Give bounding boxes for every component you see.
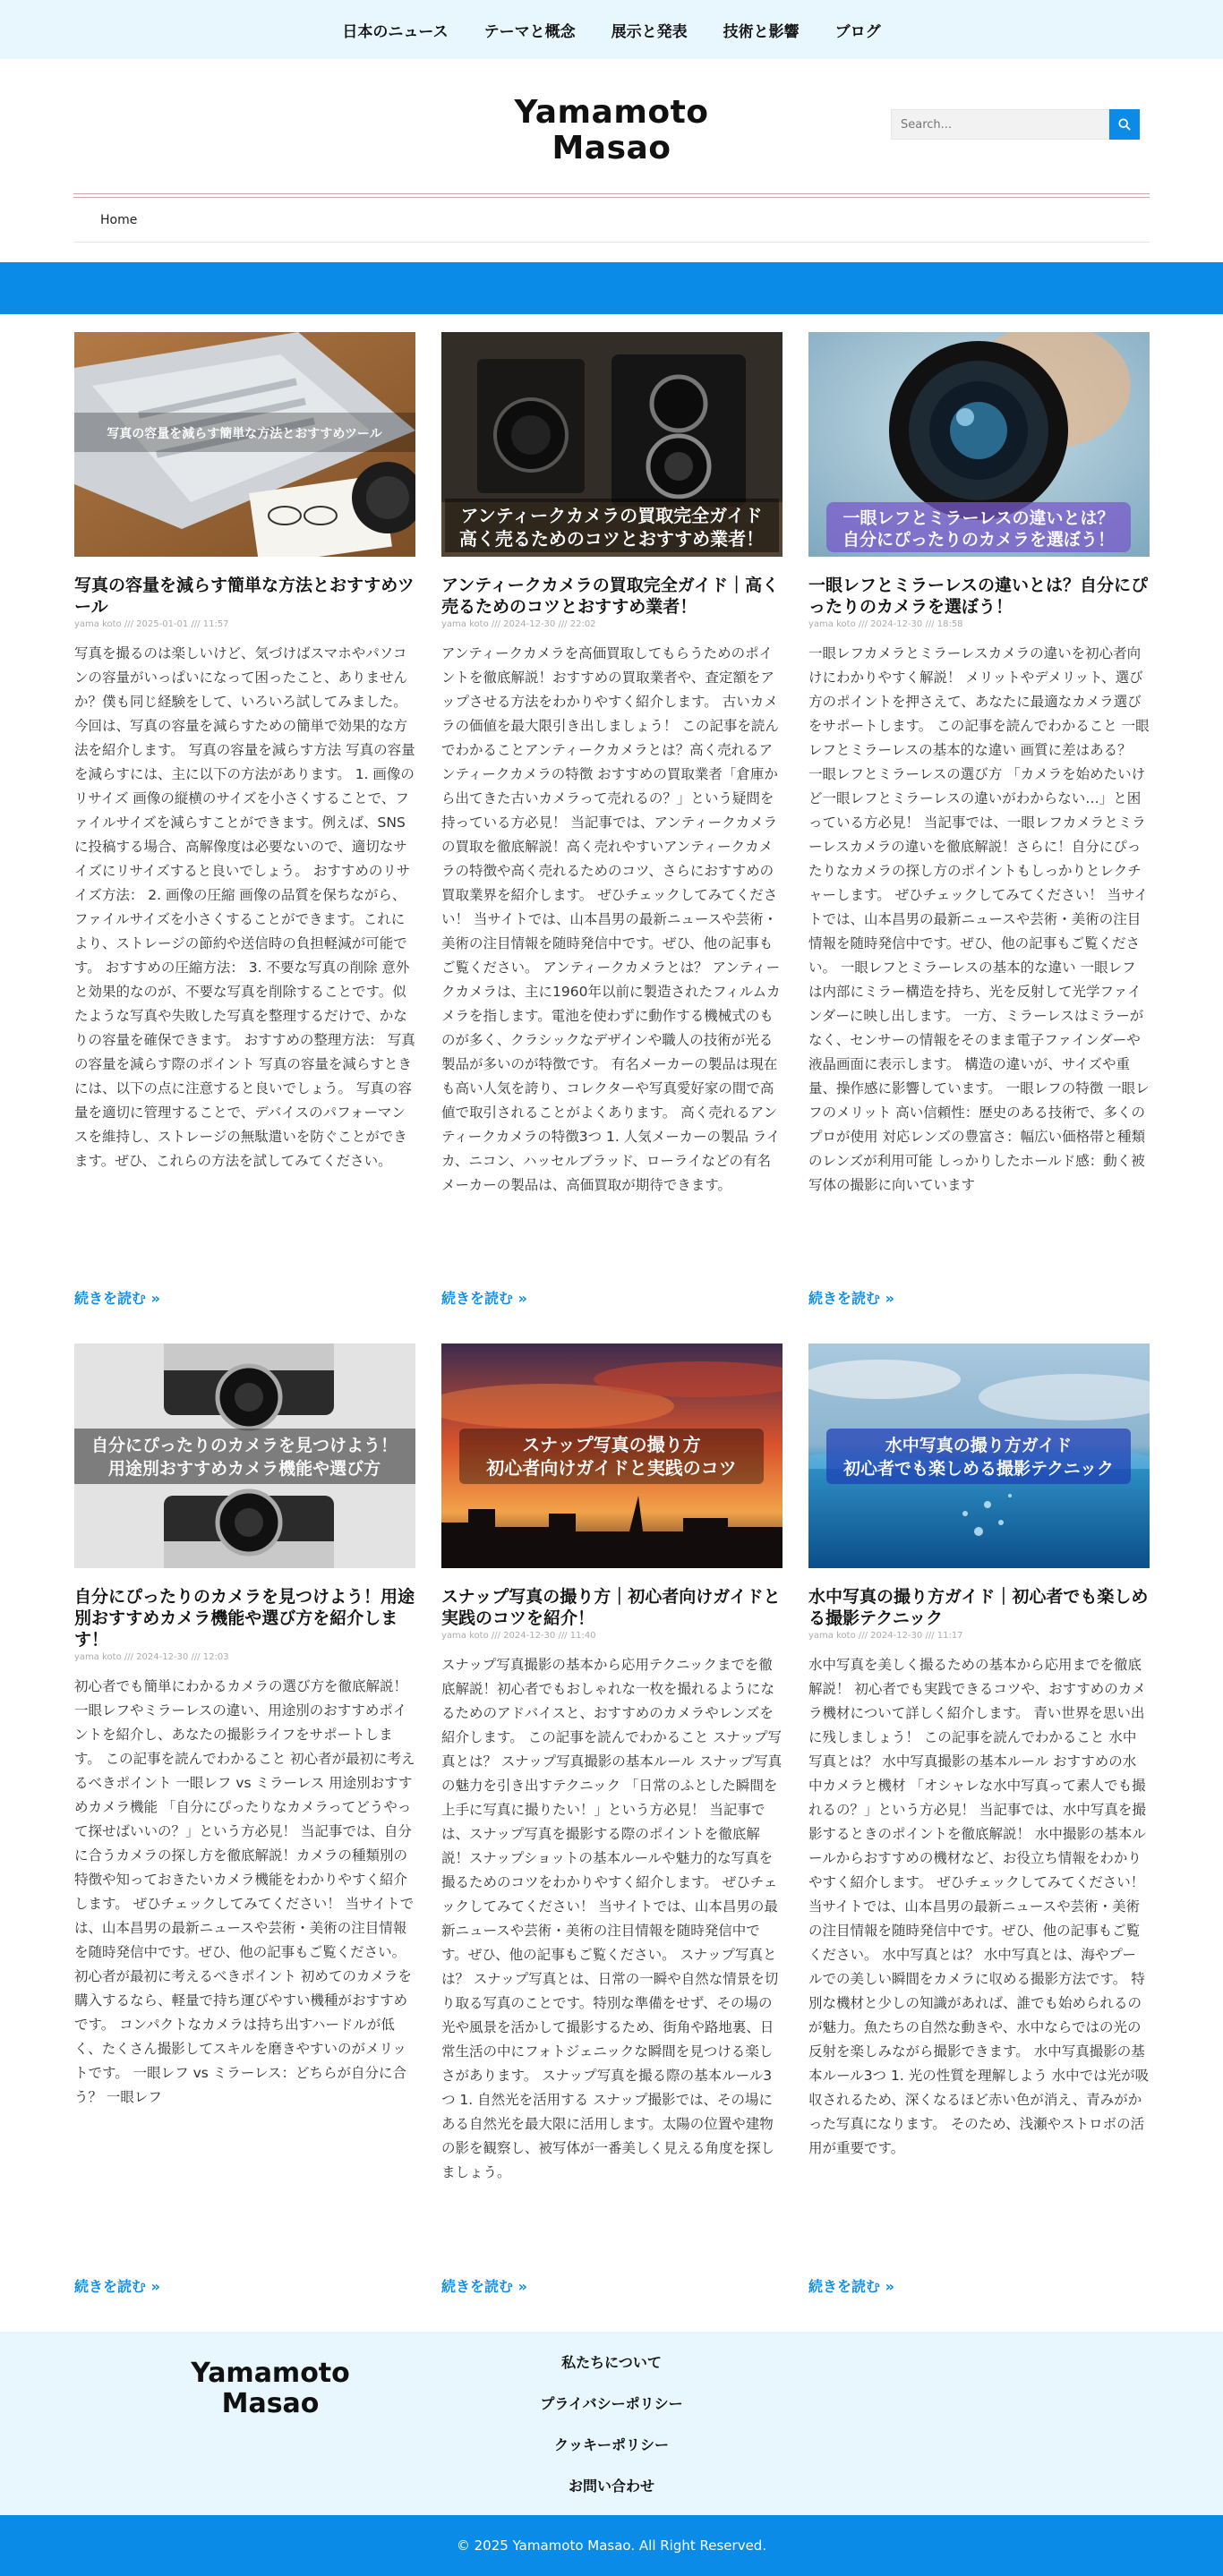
post-title-link[interactable]: 写真の容量を減らす簡単な方法とおすすめツール: [74, 576, 415, 617]
post-thumbnail[interactable]: [441, 332, 783, 557]
nav-item-japan-news[interactable]: 日本のニュース: [342, 22, 449, 41]
post-title[interactable]: [441, 1586, 783, 1629]
post-grid-row-2: [74, 1343, 1149, 2296]
svg-text:水中写真の撮り方ガイド: 水中写真の撮り方ガイド: [885, 1436, 1073, 1455]
svg-text:初心者でも楽しめる撮影テクニック: 初心者でも楽しめる撮影テクニック: [842, 1459, 1115, 1479]
search-icon: [1118, 118, 1131, 131]
post-meta: yama koto /// 2024-12-30 /// 22:02: [441, 619, 596, 629]
footer-link-about[interactable]: 私たちについて: [561, 2354, 662, 2371]
nav-item-themes[interactable]: テーマと概念: [483, 22, 576, 41]
post-grid-row-1: [74, 332, 1149, 1308]
lens-photo-image: [808, 332, 1150, 557]
svg-text:一眼レフとミラーレスの違いとは？: 一眼レフとミラーレスの違いとは？: [842, 508, 1115, 528]
post-card: [74, 332, 415, 1308]
post-thumbnail[interactable]: [808, 332, 1150, 557]
read-more-link[interactable]: 続きを読む »: [74, 1290, 160, 1307]
read-more-link[interactable]: 続きを読む »: [74, 2278, 160, 2295]
breadcrumb-home[interactable]: Home: [100, 212, 138, 227]
copyright-text: © 2025 Yamamoto Masao. All Right Reserved.: [456, 2538, 767, 2554]
nav-item-blog[interactable]: ブログ: [834, 22, 881, 41]
svg-text:自分にぴったりのカメラを選ぼう！: 自分にぴったりのカメラを選ぼう！: [842, 530, 1116, 550]
rangefinder-camera-image: [74, 1343, 415, 1568]
laptop-photo-image: [74, 332, 415, 557]
post-title[interactable]: [808, 1586, 1150, 1629]
post-excerpt: アンティークカメラを高価買取してもらうためのポイントを徹底解説！おすすめの買取業者や、査定額をアップさせる方法をわかりやすく紹介します。 古いカメラの価値を最大限引き出しましょう！ この記事を読んでわかることアンティークカメラとは？高く売れるアンティークカメラの特徴 おすすめの買取業者「倉庫から出てきた古いカメラって売れるの？」という疑問を持っている方必見！ 当記事では、アンティークカメラの買取を徹底解説！高く売れやすいアンティークカメラの特徴や高く売れるためのコツ、さらにおすすめの買取業界を紹介します。 ぜひチェックしてみてください！ 当サイトでは、山本昌男の最新ニュースや芸術・美術の注目情報を随時発信中です。ぜひ、他の記事もご覧ください。 アンティークカメラとは？ アンティークカメラは、主に1960年以前に製造されたフィルムカメラを指します。電池を使わずに動作する機械式のものが多く、クラシックなデザインや職人の技術が光る製品が多いのが特徴です。 有名メーカーの製品は現在も高い人気を誇り、コレクターや写真愛好家の間で高値で取引されることがよくあります。 高く売れるアンティークカメラの特徴3つ 1. 人気メーカーの製品 ライカ、ニコン、ハッセルブラッド、ローライなどの有名メーカーの製品は、高価買取が期待できます。: [441, 645, 781, 1193]
post-thumbnail[interactable]: [74, 1343, 415, 1568]
post-excerpt: スナップ写真撮影の基本から応用テクニックまでを徹底解説！初心者でもおしゃれな一枚を撮れるようになるためのアドバイスと、おすすめのカメラやレンズを紹介します。 この記事を読んでわかること スナップ写真とは？ スナップ写真撮影の基本ルール スナップ写真の魅力を引き出すテクニック 「日常のふとした瞬間を上手に写真に撮りたい！」という方必見！ 当記事では、スナップ写真を撮影する際のポイントを徹底解説！スナップショットの基本ルールや魅力的な写真を撮るためのコツをわかりやすく紹介します。 ぜひチェックしてみてください！ 当サイトでは、山本昌男の最新ニュースや芸術・美術の注目情報を随時発信中です。ぜひ、他の記事もご覧ください。 スナップ写真とは？ スナップ写真とは、日常の一瞬や自然な情景を切り取る写真のことです。特別な準備をせず、その場の光や風景を活かして撮影するため、街角や路地裏、日常生活の中にフォトジェニックな瞬間を見つける楽しさがあります。 スナップ写真を撮る際の基本ルール3つ 1. 自然光を活用する スナップ撮影では、その場にある自然光を最大限に活用します。太陽の位置や建物の影を観察し、被写体が一番美しく見える角度を探しましょう。: [441, 1657, 783, 2180]
post-title[interactable]: [74, 575, 415, 618]
svg-text:自分にぴったりのカメラを見つけよう！: 自分にぴったりのカメラを見つけよう！: [90, 1436, 398, 1455]
underwater-image: [808, 1343, 1150, 1568]
top-nav: [0, 0, 1223, 59]
svg-text:アンティークカメラの買取完全ガイド: アンティークカメラの買取完全ガイド: [460, 505, 763, 526]
post-title-link[interactable]: 自分にぴったりのカメラを見つけよう！用途別おすすめカメラ機能や選び方を紹介します！: [74, 1587, 415, 1650]
site-footer: [0, 2332, 1223, 2515]
post-meta: yama koto /// 2024-12-30 /// 11:17: [808, 1631, 963, 1641]
post-title-link[interactable]: スナップ写真の撮り方｜初心者向けガイドと実践のコツを紹介！: [441, 1587, 781, 1628]
read-more-link[interactable]: 続きを読む »: [808, 1290, 894, 1307]
nav-item-exhibitions[interactable]: 展示と発表: [611, 22, 688, 41]
search-button[interactable]: [1109, 109, 1140, 140]
post-thumbnail[interactable]: [74, 332, 415, 557]
svg-text:スナップ写真の撮り方: スナップ写真の撮り方: [522, 1434, 701, 1455]
copyright-bar: [0, 2515, 1223, 2576]
post-card: [441, 1343, 783, 2296]
post-card: [808, 332, 1150, 1308]
post-card: [74, 1343, 415, 2296]
post-title[interactable]: [808, 575, 1150, 618]
site-logo-line2: Masao: [552, 130, 671, 166]
post-meta: yama koto /// 2024-12-30 /// 11:40: [441, 1631, 596, 1641]
read-more-link[interactable]: 続きを読む »: [808, 2278, 894, 2295]
post-title[interactable]: [441, 575, 783, 618]
post-meta: yama koto /// 2024-12-30 /// 12:03: [74, 1652, 229, 1662]
post-meta: yama koto /// 2025-01-01 /// 11:57: [74, 619, 229, 629]
post-excerpt: 一眼レフカメラとミラーレスカメラの違いを初心者向けにわかりやすく解説！ メリットやデメリット、選び方のポイントを押さえて、あなたに最適なカメラ選びをサポートします。 この記事を読んでわかること 一眼レフとミラーレスの基本的な違い 画質に差はある？ 一眼レフとミラーレスの選び方 「カメラを始めたいけど一眼レフとミラーレスの違いがわからない…」と困っている方必見！ 当記事では、一眼レフカメラとミラーレスカメラの違いを徹底解説！さらに！自分にぴったりなカメラの探し方のポイントもしっかりとレクチャーします。 ぜひチェックしてみてください！ 当サイトでは、山本昌男の最新ニュースや芸術・美術の注目情報を随時発信中です。ぜひ、他の記事もご覧ください。 一眼レフとミラーレスの基本的な違い 一眼レフは内部にミラー構造を持ち、光を反射して光学ファインダーに映し出します。 一方、ミラーレスはミラーがなく、センサーの情報をそのまま電子ファインダーや液晶画面に表示します。 構造の違いが、サイズや重量、操作感に影響しています。 一眼レフの特徴 一眼レフのメリット 高い信頼性：歴史のある技術で、多くのプロが使用 対応レンズの豊富さ：幅広い価格帯と種類のレンズが利用可能 しっかりしたホールド感：動く被写体の撮影に向いています: [808, 645, 1150, 1193]
post-title-link[interactable]: 一眼レフとミラーレスの違いとは？自分にぴったりのカメラを選ぼう！: [808, 576, 1149, 617]
accent-band: [0, 262, 1223, 314]
nav-item-technology[interactable]: 技術と影響: [723, 22, 800, 41]
post-thumbnail[interactable]: [441, 1343, 783, 1568]
search-form: [891, 109, 1140, 140]
site-logo-line1: Yamamoto: [514, 94, 709, 131]
antique-camera-image: [441, 332, 783, 557]
svg-text:高く売るためのコツとおすすめ業者！: 高く売るためのコツとおすすめ業者！: [458, 528, 765, 550]
post-title-link[interactable]: アンティークカメラの買取完全ガイド｜高く売るためのコツとおすすめ業者！: [441, 576, 780, 617]
site-header: [0, 59, 1223, 193]
footer-link-cookie[interactable]: クッキーポリシー: [553, 2436, 670, 2453]
post-thumbnail[interactable]: [808, 1343, 1150, 1568]
post-image-caption: 写真の容量を減らす簡単な方法とおすすめツール: [107, 427, 382, 441]
breadcrumb: [73, 198, 1150, 243]
footer-link-privacy[interactable]: プライバシーポリシー: [540, 2395, 683, 2412]
sunset-city-image: [441, 1343, 783, 1568]
read-more-link[interactable]: 続きを読む »: [441, 1290, 527, 1307]
search-input[interactable]: [891, 109, 1109, 140]
post-title-link[interactable]: 水中写真の撮り方ガイド｜初心者でも楽しめる撮影テクニック: [808, 1587, 1149, 1628]
post-title[interactable]: [74, 1586, 415, 1651]
post-meta: yama koto /// 2024-12-30 /// 18:58: [808, 619, 963, 629]
post-excerpt: 初心者でも簡単にわかるカメラの選び方を徹底解説！一眼レフやミラーレスの違い、用途別のおすすめポイントを紹介し、あなたの撮影ライフをサポートします。 この記事を読んでわかること 初心者が最初に考えるべきポイント 一眼レフ vs ミラーレス 用途別おすすめカメラ機能 「自分にぴったりなカメラってどうやって探せばいいの？」という方必見！ 当記事では、自分に合うカメラの探し方を徹底解説！カメラの種類別の特徴や知っておきたいカメラ機能をわかりやすく紹介します。 ぜひチェックしてみてください！ 当サイトでは、山本昌男の最新ニュースや芸術・美術の注目情報を随時発信中です。ぜひ、他の記事もご覧ください。 初心者が最初に考えるべきポイント 初めてのカメラを購入するなら、軽量で持ち運びやすい機種がおすすめです。 コンパクトなカメラは持ち出すハードルが低く、たくさん撮影してスキルを磨きやすいのがメリットです。 一眼レフ vs ミラーレス：どちらが自分に合う？ 一眼レフ: [74, 1678, 415, 2105]
post-excerpt: 水中写真を美しく撮るための基本から応用までを徹底解説！ 初心者でも実践できるコツや、おすすめのカメラ機材について詳しく紹介します。 青い世界を思い出に残しましょう！ この記事を読んでわかること 水中写真とは？ 水中写真撮影の基本ルール おすすめの水中カメラと機材 「オシャレな水中写真って素人でも撮れるの？」という方必見！ 当記事では、水中写真を撮影するときのポイントを徹底解説！ 水中撮影の基本ルールからおすすめの機材など、お役立ち情報をわかりやすく紹介します。 ぜひチェックしてみてください！ 当サイトでは、山本昌男の最新ニュースや芸術・美術の注目情報を随時発信中です。ぜひ、他の記事もご覧ください。 水中写真とは？ 水中写真とは、海やプールでの美しい瞬間をカメラに収める撮影方法です。 特別な機材と少しの知識があれば、誰でも始められるのが魅力。魚たちの自然な動きや、水中ならではの光の反射を楽しみながら撮影できます。 水中写真撮影の基本ルール3つ 1. 光の性質を理解しよう 水中では光が吸収されるため、深くなるほど赤い色が消え、青みがかった写真になります。 そのため、浅瀬やストロボの活用が重要です。: [808, 1657, 1150, 2156]
footer-nav: [540, 2342, 682, 2507]
footer-logo[interactable]: [157, 2358, 384, 2419]
footer-logo-line2: Masao: [221, 2388, 320, 2419]
post-excerpt: 写真を撮るのは楽しいけど、気づけばスマホやパソコンの容量がいっぱいになって困ったこと、ありませんか？僕も同じ経験をして、いろいろ試してみました。今回は、写真の容量を減らすための簡単で効果的な方法を紹介します。 写真の容量を減らす方法 写真の容量を減らすには、主に以下の方法があります。 1. 画像のリサイズ 画像の縦横のサイズを小さくすることで、ファイルサイズを減らすことができます。例えば、SNSに投稿する場合、高解像度は必要ないので、適切なサイズにリサイズすると良いでしょう。 おすすめのリサイズ方法： 2. 画像の圧縮 画像の品質を保ちながら、ファイルサイズを小さくすることができます。これにより、ストレージの節約や送信時の負担軽減が可能です。 おすすめの圧縮方法： 3. 不要な写真の削除 意外と効果的なのが、不要な写真を削除することです。似たような写真や失敗した写真を整理するだけで、かなりの容量を確保できます。 おすすめの整理方法： 写真の容量を減らす際のポイント 写真の容量を減らすときには、以下の点に注意すると良いでしょう。 写真の容量を適切に管理することで、デバイスのパフォーマンスを維持し、ストレージの無駄遣いを防ぐことができます。ぜひ、これらの方法を試してみてください。: [74, 645, 415, 1169]
footer-link-contact[interactable]: お問い合わせ: [568, 2478, 655, 2495]
read-more-link[interactable]: 続きを読む »: [441, 2278, 527, 2295]
post-card: [441, 332, 783, 1308]
svg-text:用途別おすすめカメラ機能や選び方: 用途別おすすめカメラ機能や選び方: [107, 1459, 381, 1479]
svg-text:初心者向けガイドと実践のコツ: 初心者向けガイドと実践のコツ: [486, 1457, 737, 1479]
post-card: [808, 1343, 1150, 2296]
footer-logo-line1: Yamamoto: [191, 2358, 350, 2389]
